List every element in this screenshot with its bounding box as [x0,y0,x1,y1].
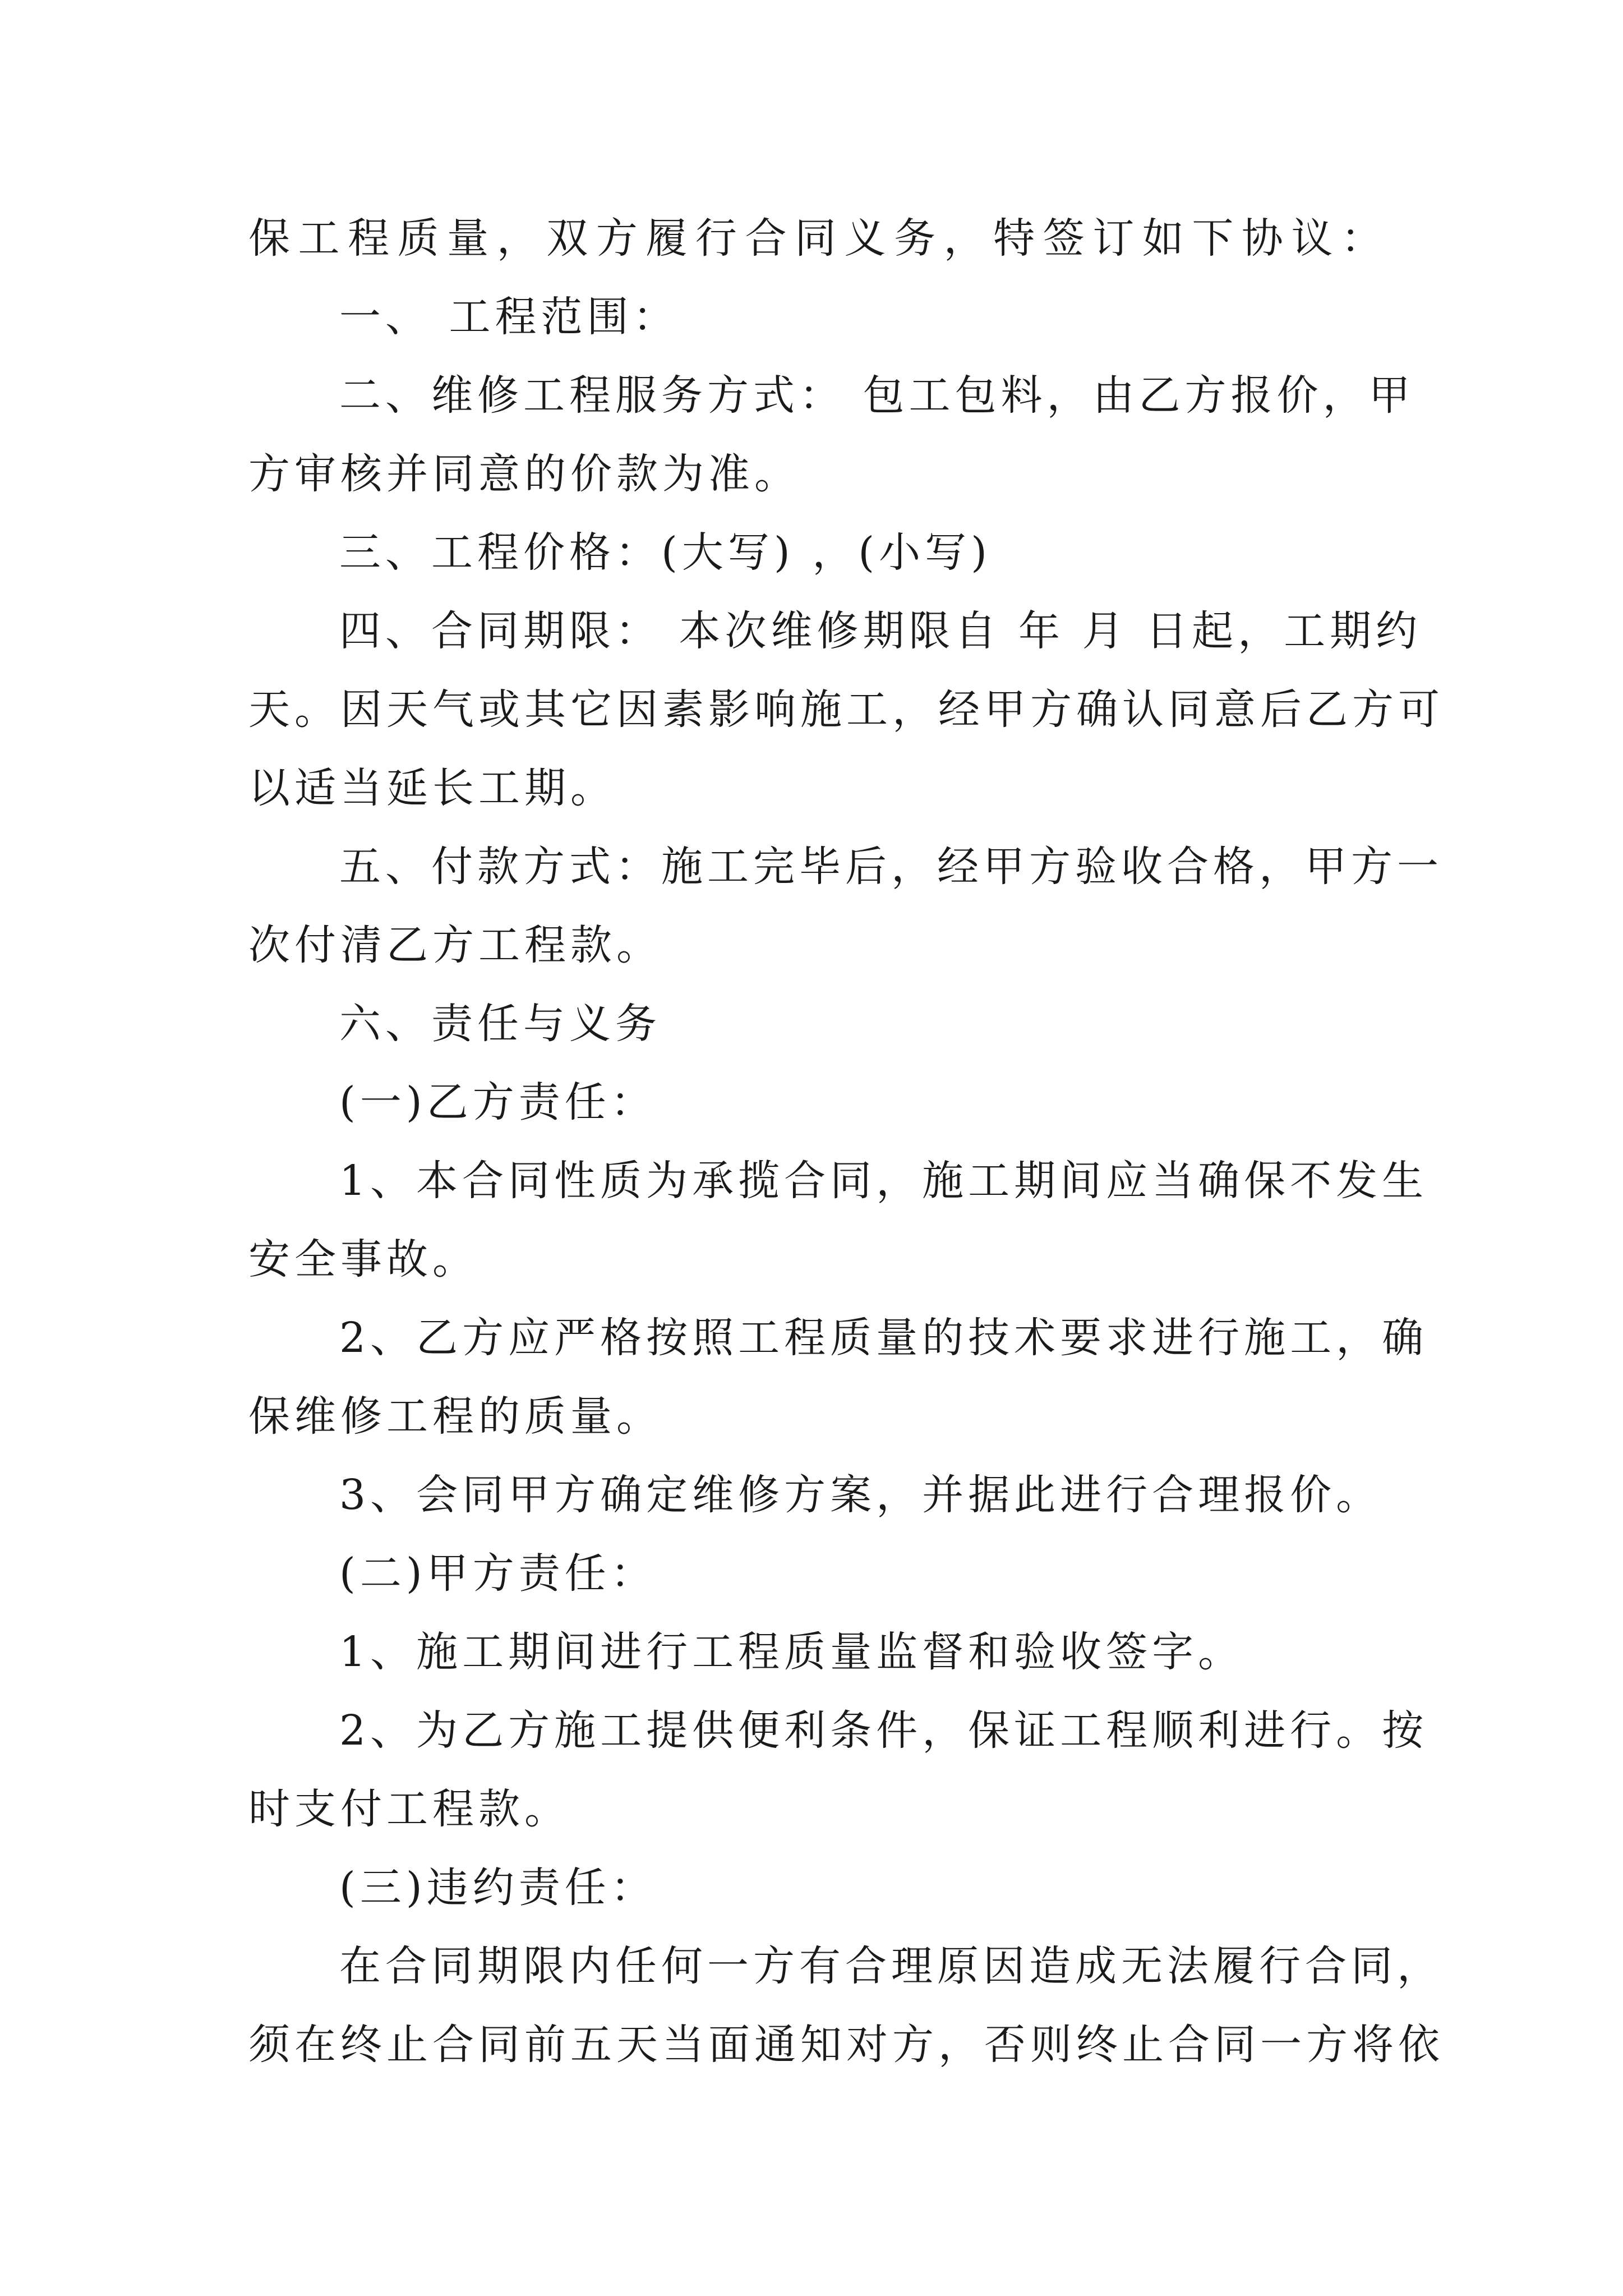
text-line: 保维修工程的质量。 [248,1392,662,1441]
text-line: 须在终止合同前五天当面通知对方，否则终止合同一方将依 [248,2021,1444,2069]
contract-body [248,199,1444,2084]
text-line: 1、施工期间进行工程质量监督和验收签字。 [339,1628,1244,1676]
text-line: 时支付工程款。 [248,1785,570,1833]
text-line: 五、付款方式：施工完毕后，经甲方验收合格，甲方一 [339,843,1443,891]
text-line: 在合同期限内任何一方有合理原因造成无法履行合同， [339,1942,1443,1990]
text-line: 六、责任与义务 [339,1000,661,1048]
text-line: 二、维修工程服务方式： 包工包料，由乙方报价，甲 [339,371,1415,420]
text-line: 三、工程价格：(大写) ，(小写) [339,528,992,577]
text-line: 保工程质量，双方履行合同义务，特签订如下协议： [248,214,1387,263]
text-line: (一)乙方责任： [339,1078,657,1126]
text-line: (二)甲方责任： [339,1549,657,1598]
text-line: 方审核并同意的价款为准。 [248,450,800,498]
text-line: 1、本合同性质为承揽合同，施工期间应当确保不发生 [339,1157,1428,1205]
text-line: 次付清乙方工程款。 [248,921,662,969]
text-line: 2、为乙方施工提供便利条件，保证工程顺利进行。按 [339,1706,1428,1755]
text-line: 天。因天气或其它因素影响施工，经甲方确认同意后乙方可 [248,685,1444,734]
text-line: 3、会同甲方确定维修方案，并据此进行合理报价。 [339,1471,1382,1519]
text-line: (三)违约责任： [339,1864,657,1912]
text-line: 安全事故。 [248,1235,478,1283]
text-line: 四、合同期限： 本次维修期限自 年 月 日起，工期约 [339,607,1422,655]
text-line: 2、乙方应严格按照工程质量的技术要求进行施工，确 [339,1314,1428,1362]
text-line: 以适当延长工期。 [248,764,616,812]
text-line: 一、 工程范围： [339,293,679,341]
